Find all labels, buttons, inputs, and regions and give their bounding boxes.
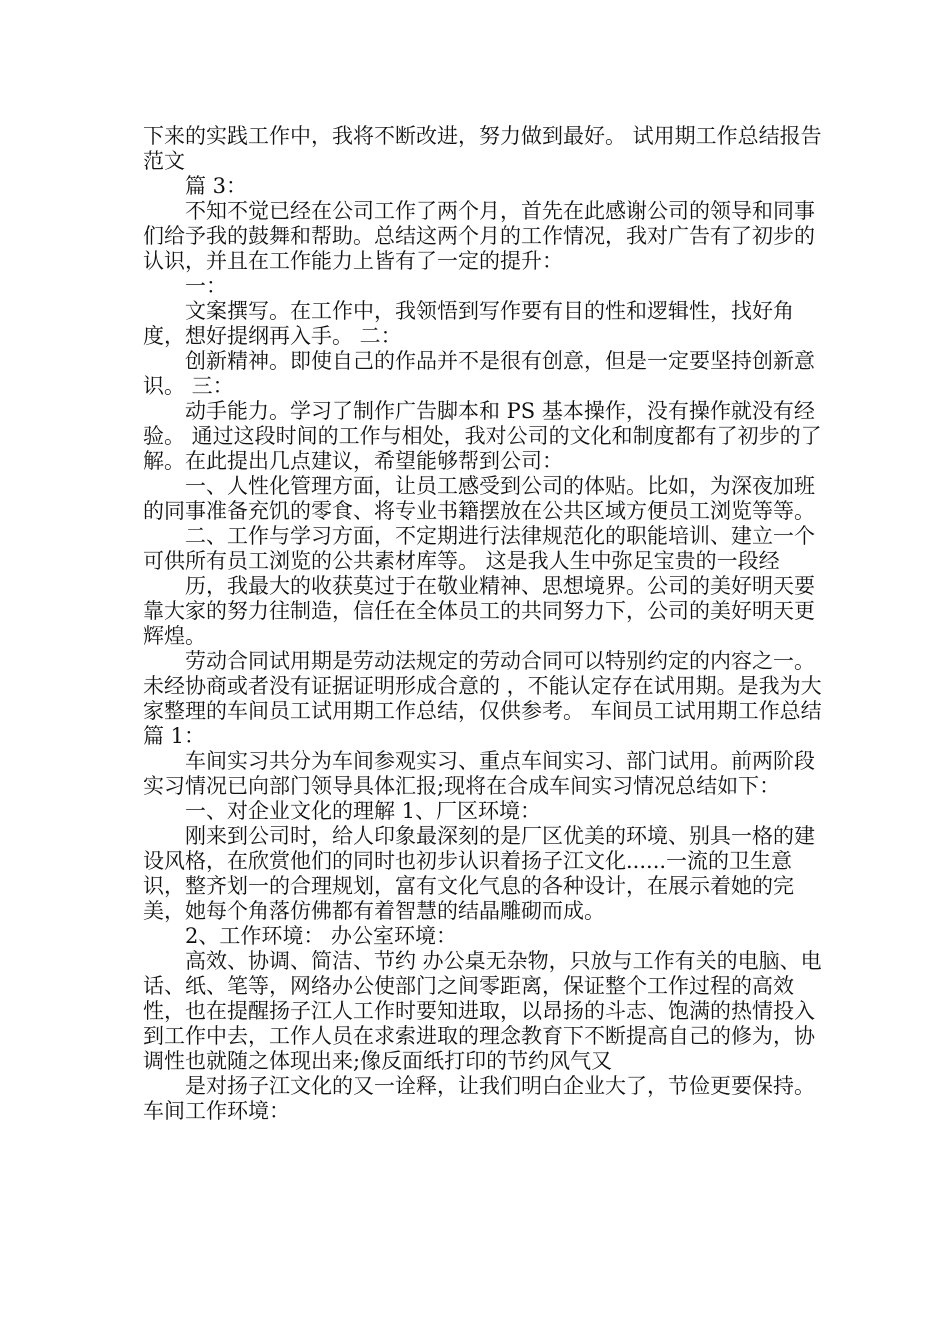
paragraph: 一： [185,274,227,298]
paragraph: 下来的实践工作中，我将不断改进，努力做到最好。 试用期工作总结报告范文 [143,124,822,173]
paragraph: 不知不觉已经在公司工作了两个月，首先在此感谢公司的领导和同事们给予我的鼓舞和帮助。总结这两个月的工作情况，我对广告有了初步的认识，并且在工作能力上皆有了一定的提升： [143,199,815,273]
paragraph: 刚来到公司时，给人印象最深刻的是厂区优美的环境、别具一格的建设风格，在欣赏他们的同时也初步认识着扬子江文化......一流的卫生意识，整齐划一的合理规划，富有文化气息的各种设计，在展示着她的完美，她每个角落仿佛都有着智慧的结晶雕砌而成。 [143,824,815,923]
paragraph: 一、人性化管理方面，让员工感受到公司的体贴。比如，为深夜加班的同事准备充饥的零食、将专业书籍摆放在公共区域方便员工浏览等等。 [143,474,815,523]
paragraph: 高效、协调、简洁、节约 办公桌无杂物，只放与工作有关的电脑、电话、纸、笔等，网络办公使部门之间零距离，保证整个工作过程的高效性，也在提醒扬子江人工作时要知进取，以昂扬的斗志、饱满的热情投入到工作中去，工作人员在求索进取的理念教育下不断提高自己的修为，协调性也就随之体现出来;像反面纸打印的节约风气又 [143,949,822,1073]
paragraph: 篇 3： [185,174,248,198]
paragraph: 创新精神。即使自己的作品并不是很有创意，但是一定要坚持创新意识。 三： [143,349,815,398]
paragraph: 2、工作环境： 办公室环境： [185,924,458,948]
paragraph: 是对扬子江文化的又一诠释，让我们明白企业大了，节俭更要保持。 车间工作环境： [143,1074,815,1123]
paragraph: 动手能力。学习了制作广告脚本和 PS 基本操作，没有操作就没有经验。 通过这段时间的工作与相处，我对公司的文化和制度都有了初步的了解。在此提出几点建议，希望能够帮到公司： [143,399,822,473]
document-body [143,124,823,1124]
paragraph: 文案撰写。在工作中，我领悟到写作要有目的性和逻辑性，找好角度，想好提纲再入手。 二： [143,299,794,348]
paragraph: 历，我最大的收获莫过于在敬业精神、思想境界。公司的美好明天要靠大家的努力往制造，信任在全体员工的共同努力下，公司的美好明天更辉煌。 [143,574,815,648]
paragraph: 一、对企业文化的理解 1、厂区环境： [185,799,542,823]
paragraph: 二、工作与学习方面，不定期进行法律规范化的职能培训、建立一个可供所有员工浏览的公共素材库等。 这是我人生中弥足宝贵的一段经 [143,524,815,573]
paragraph: 车间实习共分为车间参观实习、重点车间实习、部门试用。前两阶段实习情况已向部门领导具体汇报;现将在合成车间实习情况总结如下： [143,749,815,798]
paragraph: 劳动合同试用期是劳动法规定的劳动合同可以特别约定的内容之一。未经协商或者没有证据证明形成合意的 ，不能认定存在试用期。是我为大家整理的车间员工试用期工作总结，仅供参考。 车间员工试用期工作总结篇 1： [143,649,822,748]
